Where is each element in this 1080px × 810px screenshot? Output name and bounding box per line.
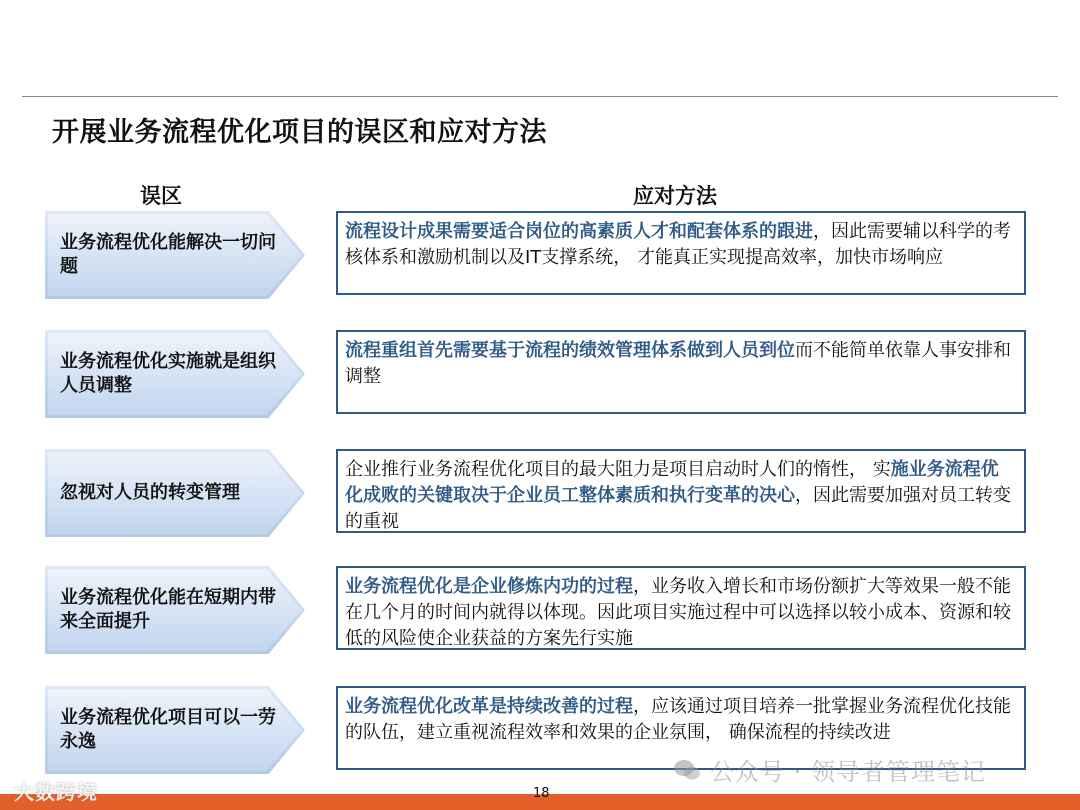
wechat-icon — [672, 758, 702, 782]
myth-label: 业务流程优化项目可以一劳永逸 — [60, 707, 276, 752]
column-header-myths: 误区 — [140, 184, 182, 208]
method-text: ，因此需要加强对员工转变的重视 — [345, 485, 1011, 532]
myth-label: 业务流程优化能在短期内带来全面提升 — [60, 587, 276, 632]
method-highlight: 施业务流程优化成败的关键取决于企业员工整体素质和执行变革的决心 — [345, 459, 999, 506]
method-highlight: 业务流程优化改革是持续改善的过程 — [345, 696, 633, 717]
myth-label: 忽视对人员的转变管理 — [60, 482, 240, 503]
method-highlight: 流程设计成果需要适合岗位的高素质人才和配套体系的跟进 — [345, 221, 813, 242]
method-text: 而不能简单依靠人事安排和调整 — [345, 340, 1011, 387]
method-text: ，应该通过项目培养一批掌握业务流程优化技能的队伍，建立重视流程效率和效果的企业氛围， 确保流程的持续改进 — [345, 696, 1011, 743]
page-number: 18 — [533, 786, 550, 801]
column-header-methods: 应对方法 — [633, 184, 717, 208]
table-row — [0, 211, 1080, 301]
method-box — [336, 330, 1026, 414]
watermark-text: 公众号 · 领导者管理笔记 — [710, 758, 986, 786]
method-box — [336, 566, 1026, 650]
logo: 大数跨境 — [14, 780, 98, 804]
method-text: 企业推行业务流程优化项目的最大阻力是项目启动时人们的惰性， 实 — [345, 459, 891, 480]
myth-label: 业务流程优化实施就是组织人员调整 — [60, 351, 276, 396]
top-rule — [22, 96, 1058, 97]
table-row — [0, 566, 1080, 656]
table-row — [0, 449, 1080, 539]
method-highlight: 流程重组首先需要基于流程的绩效管理体系做到人员到位 — [345, 340, 795, 361]
page-title: 开展业务流程优化项目的误区和应对方法 — [52, 117, 547, 148]
method-box — [336, 449, 1026, 533]
myth-label: 业务流程优化能解决一切问题 — [60, 232, 276, 277]
method-text: ，因此需要辅以科学的考核体系和激励机制以及IT支撑系统， 才能真正实现提高效率，加快市场响应 — [345, 221, 1011, 268]
method-box — [336, 211, 1026, 295]
table-row — [0, 330, 1080, 420]
method-highlight: 业务流程优化是企业修炼内功的过程 — [345, 576, 633, 597]
method-text: ，业务收入增长和市场份额扩大等效果一般不能在几个月的时间内就得以体现。因此项目实施过程中可以选择以较小成本、资源和较低的风险使企业获益的方案先行实施 — [345, 576, 1011, 649]
watermark — [672, 752, 986, 787]
